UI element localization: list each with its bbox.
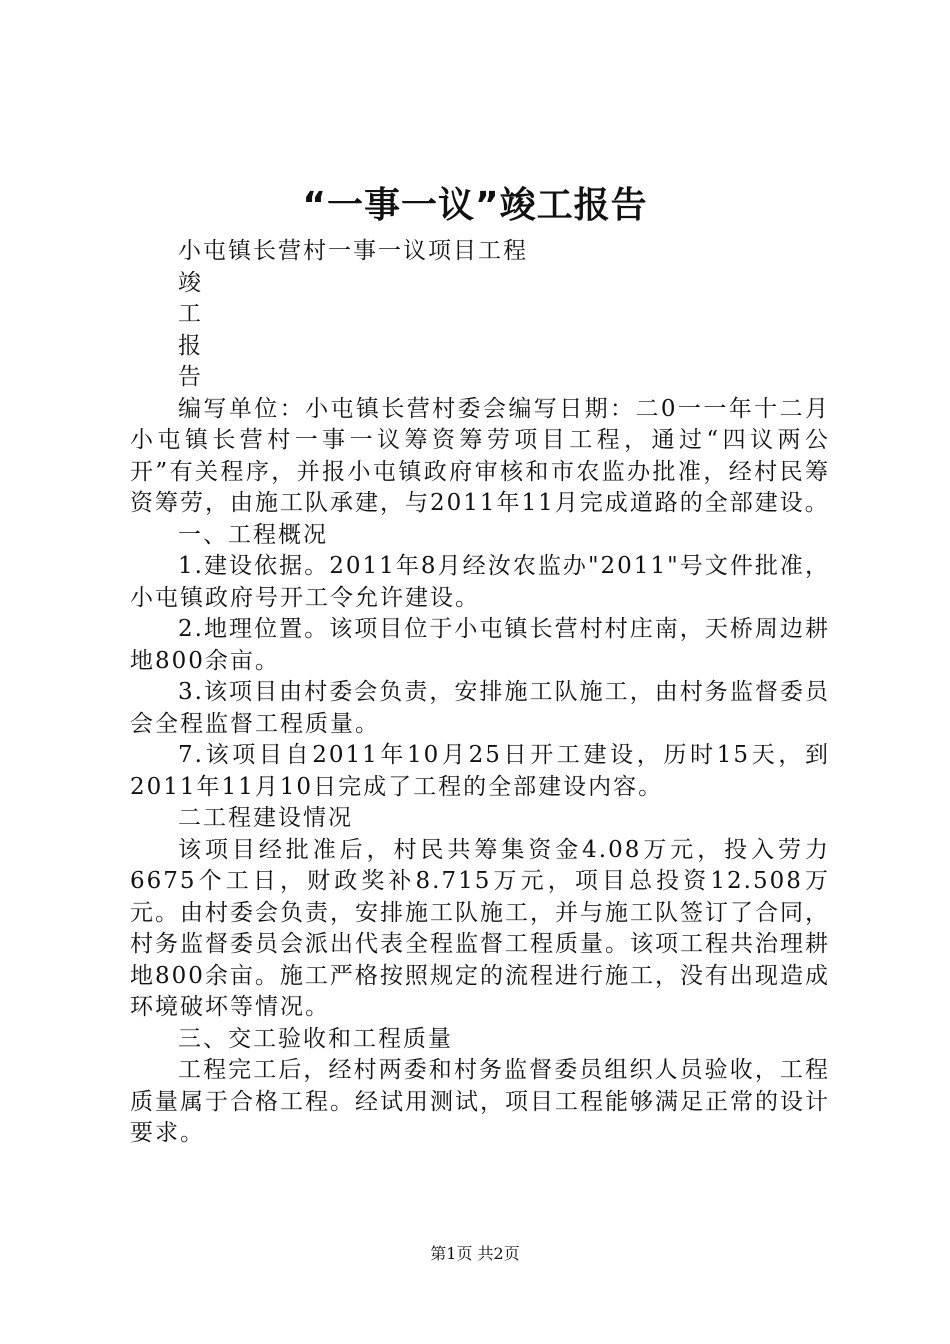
item-2-paragraph: 2.地理位置。该项目位于小屯镇长营村村庄南，天桥周边耕地800余亩。 [130, 616, 830, 674]
section2-heading: 二工程建设情况 [178, 805, 353, 831]
item-7-paragraph: 7.该项目自2011年10月25日开工建设，历时15天，到2011年11月10日完成了工程的全部建设内容。 [130, 742, 830, 800]
vertical-char-4: 告 [178, 364, 203, 390]
vertical-char-2: 工 [178, 301, 203, 327]
item-1-paragraph: 1.建设依据。2011年8月经汝农监办"2011"号文件批准，小屯镇政府号开工令允许建设。 [130, 553, 830, 611]
document-title: “一事一议”竣工报告 [302, 185, 648, 226]
section3-paragraph: 工程完工后，经村两委和村务监督委员组织人员验收，工程质量属于合格工程。经试用测试，项目工程能够满足正常的设计要求。 [130, 1057, 830, 1146]
vertical-char-3: 报 [178, 332, 203, 359]
project-line: 小屯镇长营村一事一议项目工程 [178, 238, 528, 264]
item-3-paragraph: 3.该项目由村委会负责，安排施工队施工，由村务监督委员会全程监督工程质量。 [130, 679, 830, 737]
section1-heading: 一、工程概况 [178, 521, 328, 548]
vertical-char-1: 竣 [178, 269, 203, 296]
section3-heading: 三、交工验收和工程质量 [178, 1025, 453, 1052]
document-body [130, 236, 830, 1150]
page-footer: 第1页 共2页 [430, 1244, 520, 1263]
intro-paragraph: 编写单位：小屯镇长营村委会编写日期：二0一一年十二月小屯镇长营村一事一议筹资筹劳项目工程，通过“四议两公开”有关程序，并报小屯镇政府审核和市农监办批准，经村民筹资筹劳，由施工队承建，与2011年11月完成道路的全部建设。 [130, 395, 830, 516]
section2-paragraph: 该项目经批准后，村民共筹集资金4.08万元，投入劳力6675个工日，财政奖补8.715万元，项目总投资12.508万元。由村委会负责，安排施工队施工，并与施工队签订了合同，村务监督委员会派出代表全程监督工程质量。该项工程共治理耕地800余亩。施工严格按照规定的流程进行施工，没有出现造成环境破坏等情况。 [130, 836, 830, 1020]
